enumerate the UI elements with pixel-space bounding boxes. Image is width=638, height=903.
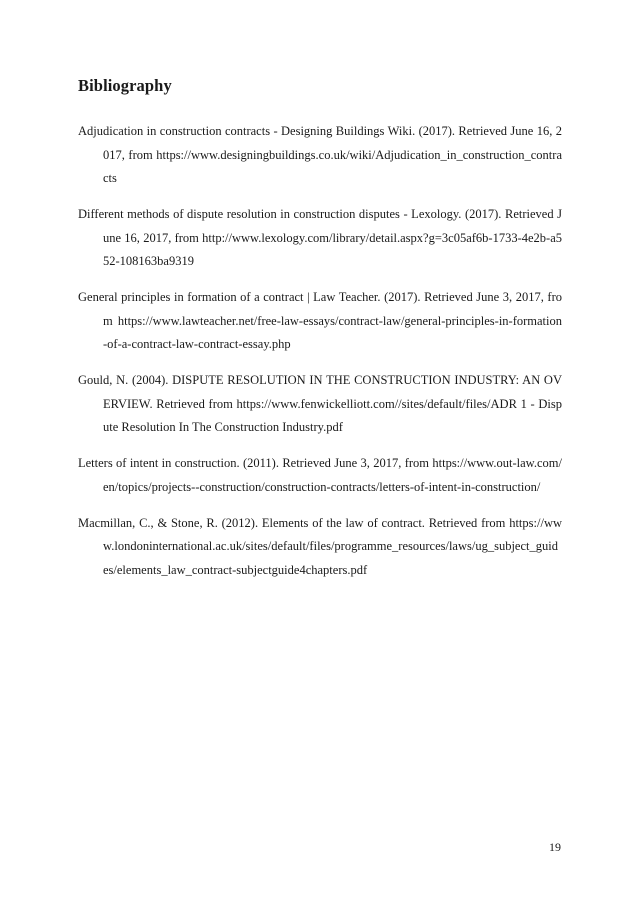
- reference-entry-1: Adjudication in construction contracts - Designing Buildings Wiki. (2017). Retrieved June 16, 2017, from https://www.designingbuildings.co.uk/wiki/Adjudication_in_construction_contracts: [78, 124, 562, 185]
- reference-entry-3: General principles in formation of a contract | Law Teacher. (2017). Retrieved June 3, 2017, from https://www.lawteacher.net/free-law-essays/contract-law/general-principles-in-formation-of-a-contract-law-contract-essay.php: [78, 290, 562, 351]
- reference-entry-5: Letters of intent in construction. (2011). Retrieved June 3, 2017, from https://www.out-law.com/en/topics/projects--construction/construction-contracts/letters-of-intent-in-construction/: [78, 456, 562, 494]
- page-number: 19: [549, 840, 561, 854]
- reference-entry-4: Gould, N. (2004). DISPUTE RESOLUTION IN THE CONSTRUCTION INDUSTRY: AN OVERVIEW. Retrieved from https://www.fenwickelliott.com//sites/default/files/ADR 1 - Dispute Resolution In The Construction Industry.pdf: [78, 373, 562, 434]
- bibliography-heading: Bibliography: [78, 76, 172, 95]
- reference-entry-6: Macmillan, C., & Stone, R. (2012). Elements of the law of contract. Retrieved from https://www.londoninternational.ac.uk/sites/default/files/programme_resources/laws/ug_subject_guides/elements_law_contract-subjectguide4chapters.pdf: [78, 515, 562, 577]
- reference-entry-2: Different methods of dispute resolution in construction disputes - Lexology. (2017). Retrieved June 16, 2017, from http://www.lexology.com/library/detail.aspx?g=3c05af6b-1733-4e2b-a552-108163ba9319: [78, 207, 562, 268]
- reference-list: [78, 120, 562, 595]
